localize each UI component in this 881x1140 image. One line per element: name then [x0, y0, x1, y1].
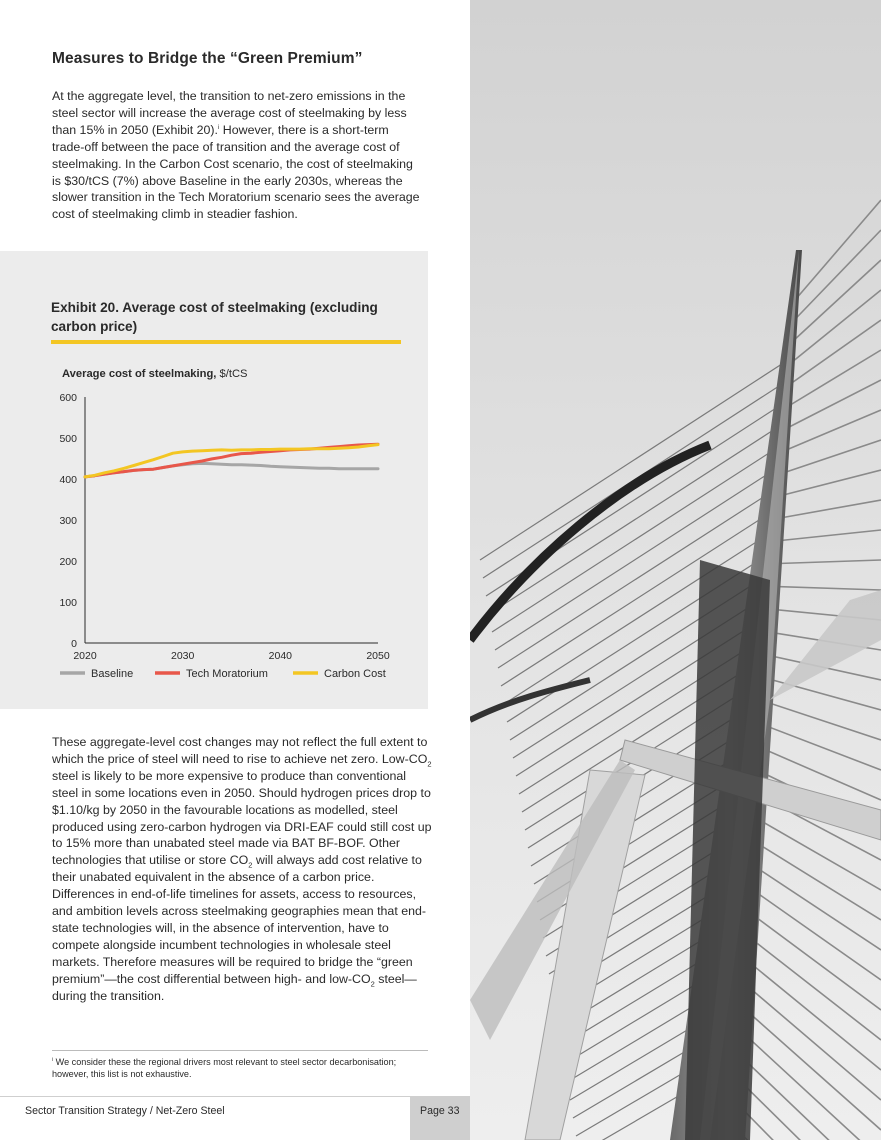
- y-tick-label: 600: [59, 392, 77, 404]
- footnote-marker: i: [52, 1056, 54, 1063]
- legend-label: Carbon Cost: [324, 668, 386, 680]
- body-text-4: steel—during the transition.: [52, 971, 417, 1003]
- y-tick-label: 0: [71, 638, 77, 650]
- body-text-1: These aggregate-level cost changes may not reflect the full extent to which the price of steel will need to rise to achieve net zero. Low-CO: [52, 735, 428, 766]
- y-tick-label: 400: [59, 474, 77, 486]
- body-text-2: steel is likely to be more expensive to produce than conventional steel in some locations even in 2050. Should hydrogen prices drop to $1.10/kg by 2050 in the favourable locations as modelled, steel produced using zero-carbon hydrogen via DRI-EAF could still cost up to 15% more than unabated steel made via BAT BF-BOF. Other technologies that utilise or store CO: [52, 768, 432, 868]
- bridge-illustration: [470, 0, 881, 1140]
- legend-label: Tech Moratorium: [186, 668, 268, 680]
- chart-unit-bold: Average cost of steelmaking,: [62, 368, 217, 380]
- intro-paragraph: [52, 88, 422, 223]
- page-number: Page 33: [420, 1105, 460, 1117]
- footnote-text: We consider these the regional drivers most relevant to steel sector decarbonisation; however, this list is not exhaustive.: [52, 1057, 397, 1080]
- section-heading: Measures to Bridge the “Green Premium”: [52, 50, 363, 67]
- y-tick-label: 500: [59, 433, 77, 445]
- co2-subscript-2: 2: [248, 860, 253, 870]
- exhibit-title: Exhibit 20. Average cost of steelmaking (excluding carbon price): [51, 300, 378, 334]
- intro-text-b: However, there is a short-term trade-off between the pace of transition and the average cost of steelmaking. In the Carbon Cost scenario, the cost of steelmaking is $30/tCS (7%) above Baseline in the early 2030s, whereas the slower transition in the Tech Moratorium scenario sees the average cost of steelmaking climb in steadier fashion.: [52, 122, 420, 222]
- footnote: [52, 1056, 412, 1080]
- x-tick-label: 2030: [170, 650, 195, 662]
- body-text-3: will always add cost relative to their unabated equivalent in the absence of a carbon price. Differences in end-of-life timelines for assets, access to resources, and ambition levels across steelmaking geographies mean that end-state technologies will, in the absence of intervention, have to compete alongside incumbent technologies in wholesale steel markets. Therefore measures will be required to bridge the “green premium”—the cost differential between high- and low-CO: [52, 853, 427, 986]
- footnote-rule: [52, 1050, 428, 1051]
- legend-label: Baseline: [91, 668, 134, 680]
- line-chart: [0, 251, 428, 709]
- page-number-box: [410, 1096, 470, 1140]
- co2-subscript-3: 2: [370, 979, 375, 989]
- body-paragraph: [52, 734, 432, 1005]
- x-tick-label: 2040: [268, 650, 293, 662]
- footer-rule: [0, 1096, 410, 1097]
- co2-subscript-1: 2: [427, 759, 432, 769]
- x-tick-label: 2020: [73, 650, 97, 662]
- x-tick-label: 2050: [366, 650, 390, 662]
- y-tick-label: 300: [59, 515, 77, 527]
- bridge-photo: [470, 0, 881, 1140]
- y-tick-label: 200: [59, 556, 77, 568]
- footer-title: Sector Transition Strategy / Net-Zero Steel: [25, 1105, 225, 1117]
- chart-unit-rest: $/tCS: [216, 368, 248, 380]
- intro-text-a: At the aggregate level, the transition to net-zero emissions in the steel sector will increase the average cost of steelmaking by less than 15% in 2050 (Exhibit 20).: [52, 89, 407, 137]
- footnote-ref: i: [218, 124, 220, 131]
- y-tick-label: 100: [59, 597, 77, 609]
- exhibit-panel: [0, 251, 428, 709]
